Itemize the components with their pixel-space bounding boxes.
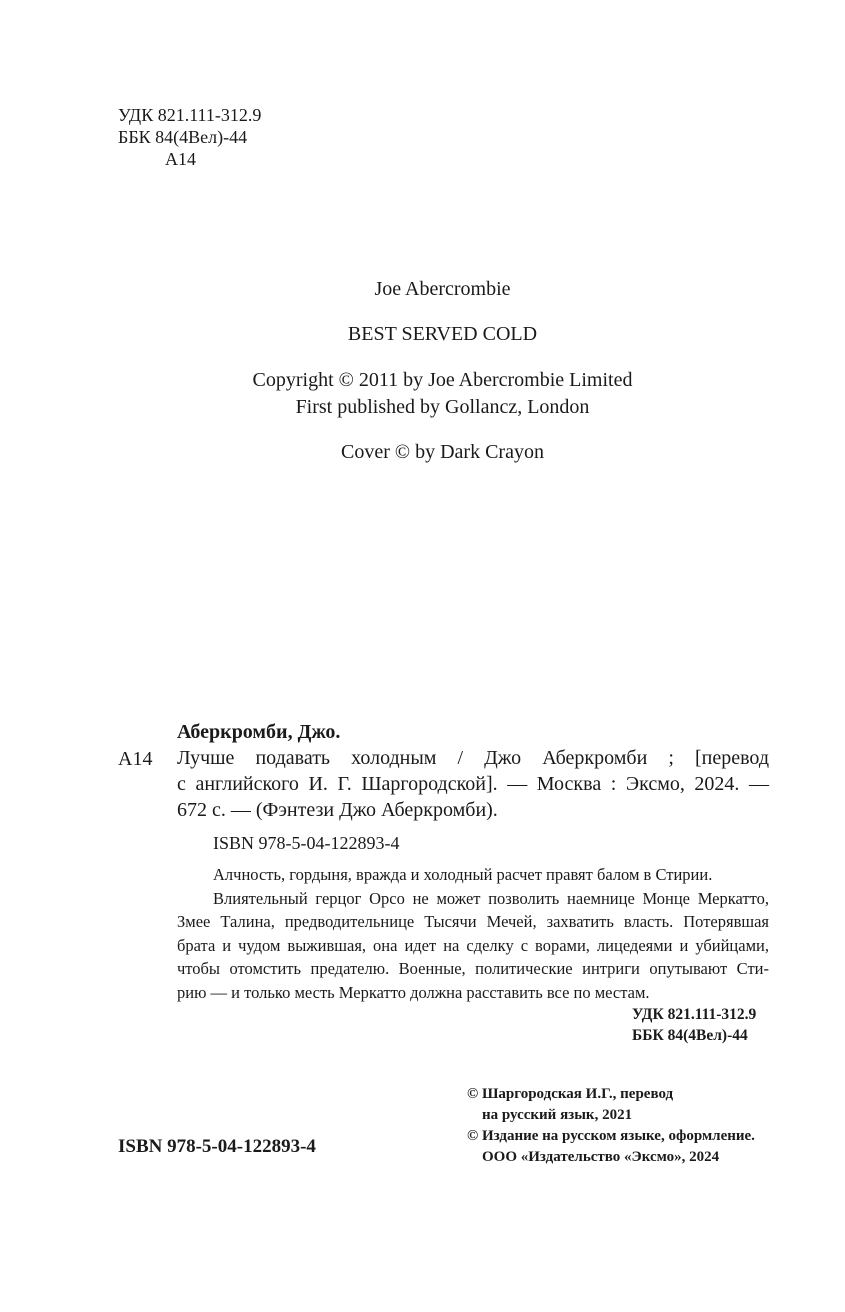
author-mark: А14 [165, 149, 196, 169]
copyright-line: © Шаргородская И.Г., перевод [467, 1086, 674, 1102]
annotation-line: брата и чудом выжившая, она идет на сделку с ворами, лицедеями и убийцами, [177, 935, 769, 955]
description-line: с английского И. Г. Шаргородской]. — Москва : Эксмо, 2024. — [177, 773, 769, 795]
original-copyright: Copyright © 2011 by Joe Abercrombie Limited [252, 369, 633, 391]
catalog-heading: Аберкромби, Джо. [177, 721, 341, 743]
original-author: Joe Abercrombie [374, 278, 511, 300]
description-line: 672 с. — (Фэнтези Джо Аберкромби). [177, 799, 498, 821]
annotation-line: Влиятельный герцог Орсо не может позволить наемнице Монце Меркатто, [213, 888, 769, 908]
copyright-line: на русский язык, 2021 [482, 1107, 633, 1123]
udk-code: УДК 821.111-312.9 [118, 105, 262, 125]
annotation [177, 863, 769, 1004]
annotation-line: рию — и только месть Меркатто должна расставить все по местам. [177, 982, 650, 1002]
annotation-line: Алчность, гордыня, вражда и холодный расчет правят балом в Стирии. [213, 865, 713, 884]
annotation-line: Змее Талина, предводительнице Тысячи Мечей, захватить власть. Потерявшая [177, 912, 769, 931]
copyright-line: © Издание на русском языке, оформление. [467, 1128, 755, 1144]
catalog-udk: УДК 821.111-312.9 [632, 1006, 757, 1023]
bbk-code: ББК 84(4Вел)-44 [118, 127, 248, 147]
catalog-description [177, 745, 769, 823]
copyright-line: ООО «Издательство «Эксмо», 2024 [482, 1149, 720, 1165]
copyright-notice [467, 1084, 755, 1168]
original-title: BEST SERVED COLD [347, 323, 538, 345]
catalog-isbn: ISBN 978-5-04-122893-4 [213, 833, 400, 853]
cover-credit: Cover © by Dark Crayon [341, 441, 544, 463]
original-publisher: First published by Gollancz, London [295, 396, 590, 418]
classification-codes [118, 104, 261, 170]
catalog-author-mark: А14 [118, 748, 153, 770]
footer-isbn: ISBN 978-5-04-122893-4 [118, 1136, 316, 1157]
catalog-codes [632, 1004, 756, 1046]
annotation-line: чтобы отомстить предателю. Военные, политические интриги опутывают Сти- [177, 959, 769, 978]
catalog-bbk: ББК 84(4Вел)-44 [632, 1027, 748, 1044]
description-line: Лучше подавать холодным / Джо Аберкромби ; [перевод [177, 747, 769, 769]
